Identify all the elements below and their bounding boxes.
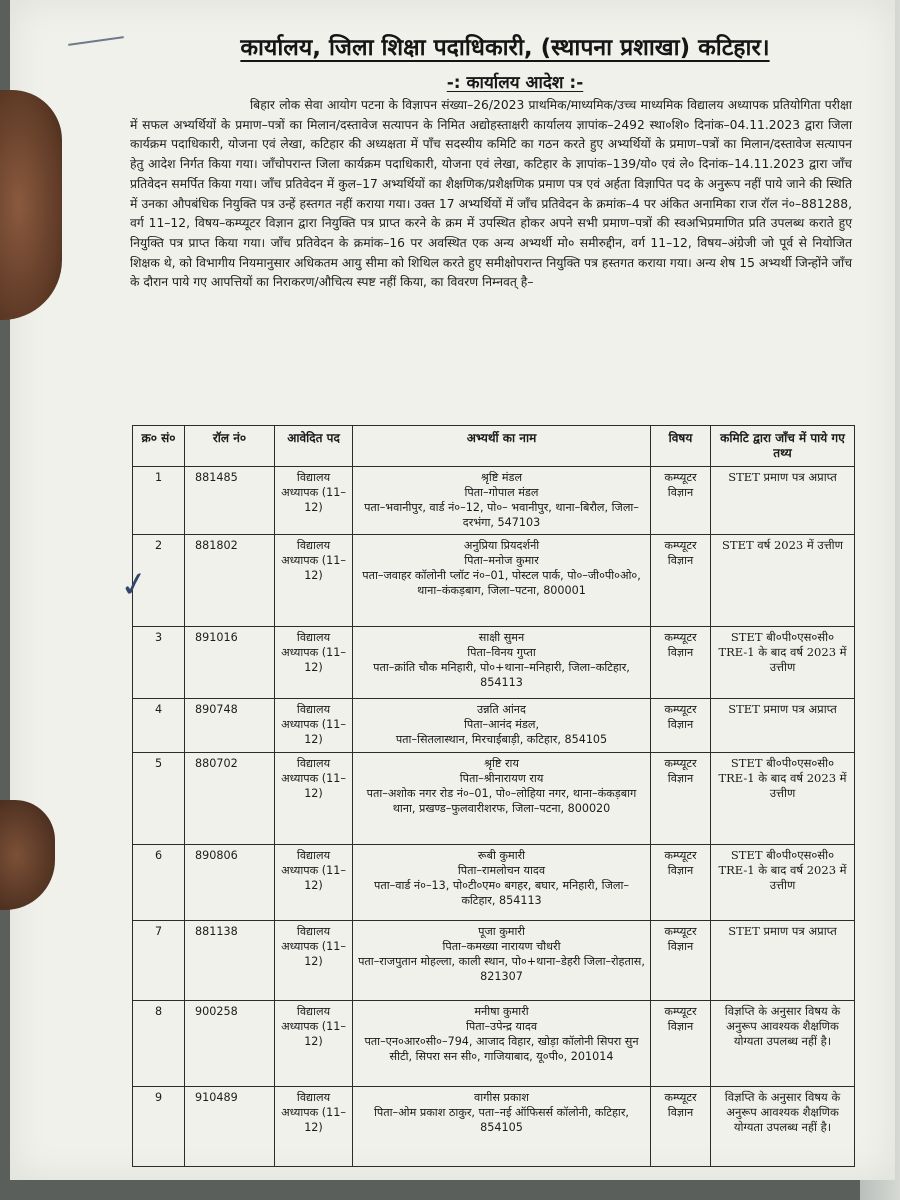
candidate-address: पता–जवाहर कॉलोनी प्लॉट नं०–01, पोस्टल पार्क, पो०–जी०पी०ओ०, थाना–कंकड़बाग, जिला–पटना, 800001 [362, 569, 641, 597]
candidate-father: पिता–कमख्या नारायण चौधरी [442, 940, 561, 953]
cell-serial: 6 [133, 845, 185, 921]
cell-roll: 881485 [185, 467, 275, 535]
candidate-father: पिता–मनोज कुमार [464, 554, 539, 567]
office-order-title: -: कार्यालय आदेश :- [446, 73, 584, 93]
cell-post: विद्यालय अध्यापक (11–12) [275, 845, 353, 921]
cell-candidate [353, 753, 651, 845]
cell-serial: 7 [133, 921, 185, 1001]
cell-roll: 890806 [185, 845, 275, 921]
document-page [10, 0, 895, 1180]
cell-serial: 2 [133, 535, 185, 627]
candidate-address: पता–वार्ड नं०–13, पो०टी०एम० बगहर, बघार, मनिहारी, जिला–कटिहार, 854113 [374, 879, 629, 907]
table-header-row [133, 426, 855, 467]
candidate-table [132, 425, 855, 1167]
header-name: अभ्यर्थी का नाम [353, 426, 651, 467]
cell-serial: 4 [133, 699, 185, 753]
cell-roll: 891016 [185, 627, 275, 699]
cell-candidate [353, 699, 651, 753]
cell-finding: STET बी०पी०एस०सी० TRE-1 के बाद वर्ष 2023 में उत्तीण [711, 845, 855, 921]
table-row [133, 1001, 855, 1087]
cell-roll: 900258 [185, 1001, 275, 1087]
candidate-address: पता–भवानीपुर, वार्ड नं०–12, पो०– भवानीपुर, थाना–बिरौल, जिला–दरभंगा, 547103 [364, 501, 639, 529]
cell-candidate [353, 1087, 651, 1167]
cell-subject: कम्प्यूटर विज्ञान [651, 1087, 711, 1167]
candidate-name: श्रृष्टि राय [484, 757, 519, 770]
holding-thumb [0, 90, 62, 320]
candidate-table-wrapper [132, 425, 854, 1167]
checkmark-annotation-icon: ✓ [116, 562, 152, 608]
candidate-father: पिता–ओम प्रकाश ठाकुर, पता–नई ऑफिसर्स कॉलोनी, कटिहार, 854105 [374, 1106, 629, 1134]
cell-post: विद्यालय अध्यापक (11–12) [275, 467, 353, 535]
cell-subject: कम्प्यूटर विज्ञान [651, 627, 711, 699]
candidate-father: पिता–गोपाल मंडल [464, 486, 539, 499]
office-header-title: कार्यालय, जिला शिक्षा पदाधिकारी, (स्थापना प्रशाखा) कटिहार। [240, 35, 770, 61]
cell-roll: 881138 [185, 921, 275, 1001]
table-row [133, 467, 855, 535]
cell-candidate [353, 535, 651, 627]
cell-candidate [353, 1001, 651, 1087]
table-row [133, 627, 855, 699]
table-row [133, 699, 855, 753]
header-subject: विषय [651, 426, 711, 467]
cell-finding: विज्ञप्ति के अनुसार विषय के अनुरूप आवश्यक शैक्षणिक योग्यता उपलब्ध नहीं है। [711, 1087, 855, 1167]
cell-candidate [353, 467, 651, 535]
cell-finding: STET प्रमाण पत्र अप्राप्त [711, 699, 855, 753]
header-serial: क्र० सं० [133, 426, 185, 467]
cell-subject: कम्प्यूटर विज्ञान [651, 467, 711, 535]
candidate-father: पिता–श्रीनारायण राय [459, 772, 544, 785]
candidate-name: वागीस प्रकाश [474, 1091, 529, 1104]
candidate-name: मनीषा कुमारी [474, 1005, 529, 1018]
cell-post: विद्यालय अध्यापक (11–12) [275, 753, 353, 845]
candidate-name: रूबी कुमारी [477, 849, 526, 862]
cell-candidate [353, 627, 651, 699]
candidate-address: पता–एन०आर०सी०–794, आजाद विहार, खोड़ा कॉलोनी सिपरा सुन सीटी, सिपरा सन सी०, गाजियाबाद, यू०पी०, 201014 [364, 1035, 639, 1063]
cell-finding: STET बी०पी०एस०सी० TRE-1 के बाद वर्ष 2023 में उत्तीण [711, 627, 855, 699]
candidate-address: पता–क्रांति चौक मनिहारी, पो०+थाना–मनिहारी, जिला–कटिहार, 854113 [373, 661, 630, 689]
table-row [133, 845, 855, 921]
table-row [133, 535, 855, 627]
cell-roll: 881802 [185, 535, 275, 627]
cell-serial: 9 [133, 1087, 185, 1167]
cell-subject: कम्प्यूटर विज्ञान [651, 535, 711, 627]
cell-roll: 890748 [185, 699, 275, 753]
cell-serial: 3 [133, 627, 185, 699]
cell-subject: कम्प्यूटर विज्ञान [651, 845, 711, 921]
cell-finding: विज्ञप्ति के अनुसार विषय के अनुरूप आवश्यक शैक्षणिक योग्यता उपलब्ध नहीं है। [711, 1001, 855, 1087]
candidate-address: पता–अशोक नगर रोड नं०–01, पो०–लोहिया नगर, थाना–कंकड़बाग थाना, प्रखण्ड–फुलवारीशरफ, जिला–पटना, 800020 [366, 787, 637, 815]
cell-subject: कम्प्यूटर विज्ञान [651, 753, 711, 845]
table-row [133, 1087, 855, 1167]
header-post: आवेदित पद [275, 426, 353, 467]
candidate-father: पिता–उपेन्द्र यादव [465, 1020, 538, 1033]
cell-candidate [353, 921, 651, 1001]
candidate-father: पिता–रामलोचन यादव [457, 864, 546, 877]
candidate-father: पिता–विनय गुप्ता [467, 646, 536, 659]
cell-subject: कम्प्यूटर विज्ञान [651, 921, 711, 1001]
header-roll: रॉल नं० [185, 426, 275, 467]
candidate-address: पता–सितलास्थान, मिरचाईबाड़ी, कटिहार, 854105 [395, 733, 608, 746]
candidate-name: उन्नति आंनद [477, 703, 526, 716]
candidate-address: पता–राजपुतान मोहल्ला, काली स्थान, पो०+थाना–डेहरी जिला–रोहतास, 821307 [358, 955, 645, 983]
cell-subject: कम्प्यूटर विज्ञान [651, 699, 711, 753]
candidate-father: पिता–आनंद मंडल, [463, 718, 540, 731]
cell-roll: 910489 [185, 1087, 275, 1167]
cell-finding: STET बी०पी०एस०सी० TRE-1 के बाद वर्ष 2023 में उत्तीण [711, 753, 855, 845]
cell-serial: 8 [133, 1001, 185, 1087]
cell-subject: कम्प्यूटर विज्ञान [651, 1001, 711, 1087]
table-row [133, 921, 855, 1001]
cell-serial: 5 [133, 753, 185, 845]
cell-roll: 880702 [185, 753, 275, 845]
cell-post: विद्यालय अध्यापक (11–12) [275, 1001, 353, 1087]
candidate-name: पूजा कुमारी [478, 925, 525, 938]
pen-stroke-mark [68, 36, 124, 46]
cell-candidate [353, 845, 651, 921]
cell-post: विद्यालय अध्यापक (11–12) [275, 921, 353, 1001]
header-finding: कमिटि द्वारा जाँच में पाये गए तथ्य [711, 426, 855, 467]
cell-finding: STET प्रमाण पत्र अप्राप्त [711, 921, 855, 1001]
cell-post: विद्यालय अध्यापक (11–12) [275, 535, 353, 627]
cell-finding: STET वर्ष 2023 में उत्तीण [711, 535, 855, 627]
cell-post: विद्यालय अध्यापक (11–12) [275, 699, 353, 753]
cell-serial: 1 [133, 467, 185, 535]
candidate-name: अनुप्रिया प्रियदर्शनी [463, 539, 540, 552]
table-row [133, 753, 855, 845]
candidate-name: साक्षी सुमन [478, 631, 525, 644]
cell-finding: STET प्रमाण पत्र अप्राप्त [711, 467, 855, 535]
cell-post: विद्यालय अध्यापक (11–12) [275, 627, 353, 699]
candidate-table-body [133, 467, 855, 1167]
order-body-paragraph: बिहार लोक सेवा आयोग पटना के विज्ञापन संख्या–26/2023 प्राथमिक/माध्यमिक/उच्च माध्यमिक विद्यालय अध्यापक प्रतियोगिता परीक्षा में सफल अभ्यर्थियों के प्रमाण–पत्रों का मिलान/दस्तावेज सत्यापन के निमित अद्योहस्ताक्षरी कार्यालय ज्ञापांक–2492 स्था०शि० दिनांक–04.11.2023 द्वारा जिला कार्यक्रम पदाधिकारी, योजना एवं लेखा, कटिहार की अध्यक्षता में पाँच सदस्यीय कमिटि का गठन करते हुए अभ्यर्थियों के प्रमाण–पत्रों का मिलान/दस्तावेज सत्यापन हेतु आदेश निर्गत किया गया। जाँचोपरान्त जिला कार्यक्रम पदाधिकारी, योजना एवं लेखा, कटिहार के ज्ञापांक–139/यो० एवं ले० दिनांक–14.11.2023 द्वारा जाँच प्रतिवेदन समर्पित किया गया। जाँच प्रतिवेदन में कुल–17 अभ्यर्थियों का शैक्षणिक/प्रशैक्षणिक प्रमाण पत्र एवं अर्हता विज्ञापित पद के अनुरूप नहीं पाये जाने की स्थिति में उनका औपबंधिक नियुक्ति पत्र उन्हें हस्तगत नहीं कराया गया। उक्त 17 अभ्यर्थियों में जाँच प्रतिवेदन के क्रमांक–4 पर अंकित अनामिका राज रॉल नं०–881288, वर्ग 11–12, विषय–कम्प्यूटर विज्ञान द्वारा नियुक्ति पत्र प्राप्त करने के क्रम में उपस्थित होकर अपने सभी प्रमाण–पत्रों की स्वअभिप्रमाणित प्रति उपलब्ध कराते हुए नियुक्ति पत्र प्राप्त किया गया। जाँच प्रतिवेदन के क्रमांक–16 पर अवस्थित एक अन्य अभ्यर्थी मो० समीरुद्दीन, वर्ग 11–12, विषय–अंग्रेजी जो पूर्व से नियोजित शिक्षक थे, को विभागीय नियमानुसार अधिकतम आयु सीमा को शिथिल करते हुए समीक्षोपरान्त नियुक्ति पत्र हस्तगत कराया गया। अन्य शेष 15 अभ्यर्थी जिन्होंने जाँच के दौरान पाये गए आपत्तियों का निराकरण/औचित्य स्पष्ट नहीं किया, का विवरण निम्नवत् है– [130, 98, 852, 290]
cell-post: विद्यालय अध्यापक (11–12) [275, 1087, 353, 1167]
candidate-name: श्रृष्टि मंडल [480, 471, 523, 484]
